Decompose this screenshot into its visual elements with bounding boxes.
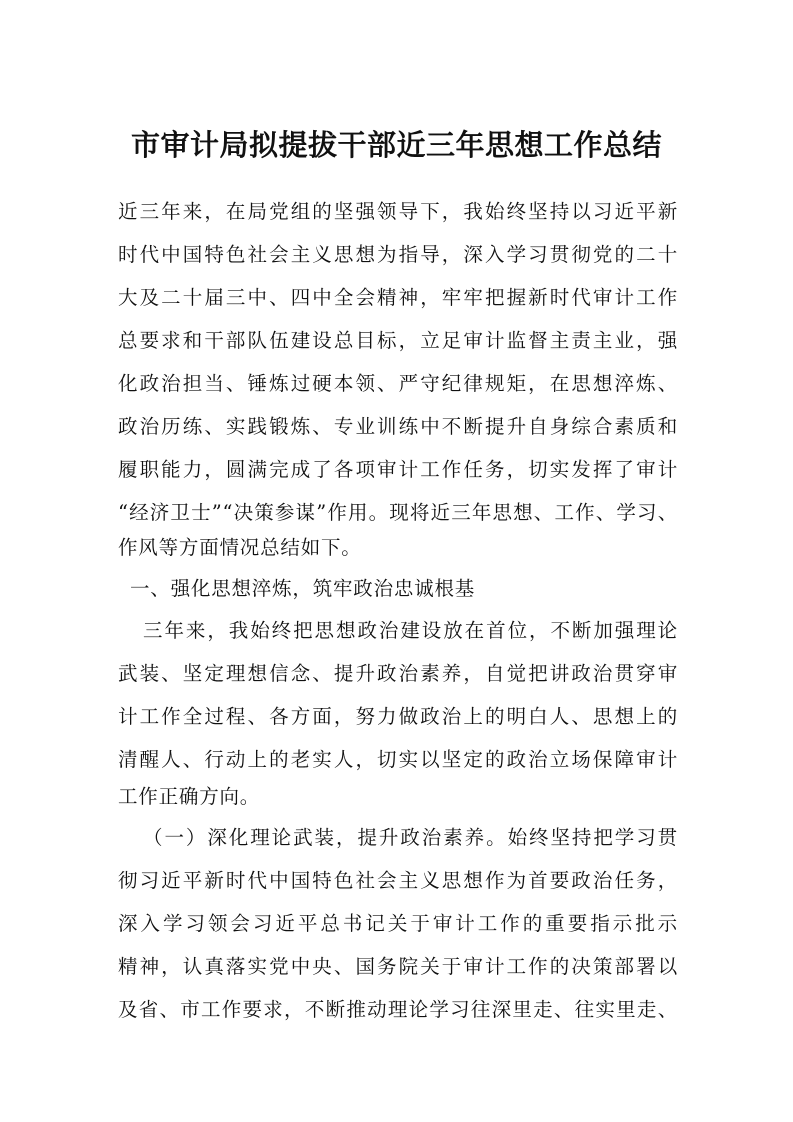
paragraph-line: 计工作全过程、各方面，努力做政治上的明白人、思想上的 (118, 705, 678, 728)
paragraph-line: 及省、市工作要求，不断推动理论学习往深里走、往实里走、 (118, 998, 678, 1021)
paragraph-line: 化政治担当、锤炼过硬本领、严守纪律规矩，在思想淬炼、 (118, 372, 678, 395)
paragraph-line: 时代中国特色社会主义思想为指导，深入学习贯彻党的二十 (118, 243, 678, 266)
paragraph-line: 大及二十届三中、四中全会精神，牢牢把握新时代审计工作 (118, 286, 678, 309)
paragraph-line: 三年来，我始终把思想政治建设放在首位，不断加强理论 (143, 619, 678, 642)
paragraph-line: 武装、坚定理想信念、提升政治素养，自觉把讲政治贯穿审 (118, 662, 678, 685)
paragraph-line: 彻习近平新时代中国特色社会主义思想作为首要政治任务， (118, 869, 678, 892)
paragraph-line: 政治历练、实践锻炼、专业训练中不断提升自身综合素质和 (118, 415, 678, 438)
subsection-heading-line: （一）深化理论武装，提升政治素养。始终坚持把学习贯 (143, 826, 678, 849)
paragraph-line: 清醒人、行动上的老实人，切实以坚定的政治立场保障审计 (118, 748, 678, 771)
paragraph-line: 作风等方面情况总结如下。 (118, 536, 362, 559)
paragraph-line: 近三年来，在局党组的坚强领导下，我始终坚持以习近平新 (118, 200, 678, 223)
paragraph-line: 精神，认真落实党中央、国务院关于审计工作的决策部署以 (118, 955, 678, 978)
paragraph-line: 履职能力，圆满完成了各项审计工作任务，切实发挥了审计 (118, 458, 678, 481)
paragraph-line: 深入学习领会习近平总书记关于审计工作的重要指示批示 (118, 912, 678, 935)
document-title: 市审计局拟提拔干部近三年思想工作总结 (130, 128, 662, 162)
paragraph-line: 总要求和干部队伍建设总目标，立足审计监督主责主业，强 (118, 329, 678, 352)
section-heading: 一、强化思想淬炼，筑牢政治忠诚根基 (130, 577, 476, 600)
paragraph-line: 工作正确方向。 (118, 785, 261, 808)
paragraph-line: “经济卫士”“决策参谋”作用。现将近三年思想、工作、学习、 (118, 501, 678, 524)
